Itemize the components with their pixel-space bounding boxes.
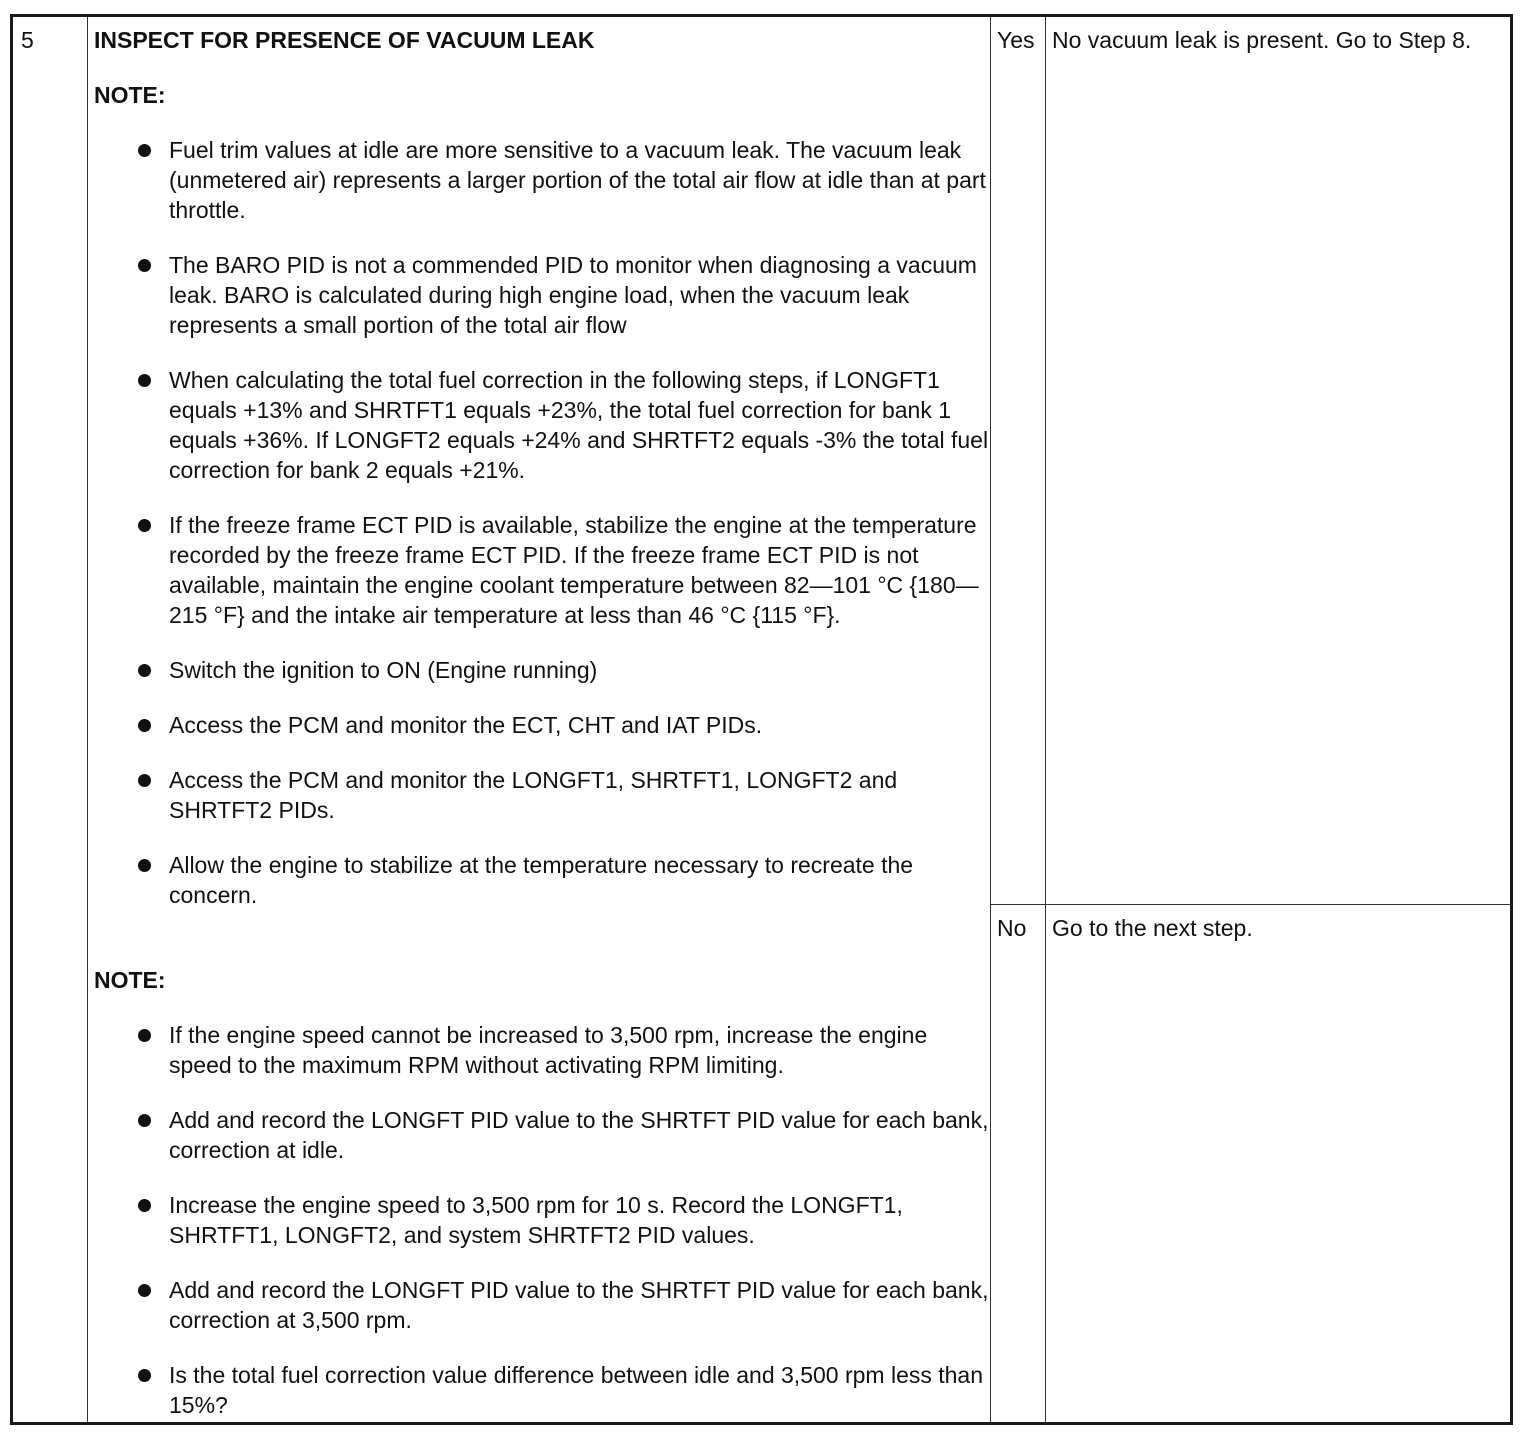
bullet-icon (138, 719, 151, 732)
list-item: Switch the ignition to ON (Engine running) (94, 655, 989, 685)
answer-yes-result: No vacuum leak is present. Go to Step 8. (1052, 27, 1472, 53)
list-item: Is the total fuel correction value difference between idle and 3,500 rpm less than 15%? (94, 1360, 989, 1420)
list-item: When calculating the total fuel correction in the following steps, if LONGFT1 equals +13% and SHRTFT1 equals +23%, the total fuel correction for bank 1 equals +36%. If LONGFT2 equals +24% and SHRTFT2 equals -3% the total fuel correction for bank 2 equals +21%. (94, 365, 989, 485)
answer-yes-label: Yes (997, 27, 1035, 53)
list-item: Add and record the LONGFT PID value to the SHRTFT PID value for each bank, correction at 3,500 rpm. (94, 1275, 989, 1335)
list-item: Increase the engine speed to 3,500 rpm for 10 s. Record the LONGFT1, SHRTFT1, LONGFT2, and system SHRTFT2 PID values. (94, 1190, 989, 1250)
bullet-icon (138, 259, 151, 272)
diagnostic-table (10, 14, 1513, 1425)
note-list-2 (94, 1020, 989, 1445)
answer-no-result: Go to the next step. (1052, 915, 1253, 941)
row-divider (990, 904, 1510, 905)
bullet-icon (138, 1114, 151, 1127)
bullet-icon (138, 1199, 151, 1212)
step-number: 5 (21, 27, 34, 53)
bullet-icon (138, 1284, 151, 1297)
note-label: NOTE: (94, 967, 166, 993)
bullet-icon (138, 1029, 151, 1042)
bullet-icon (138, 859, 151, 872)
list-item: The BARO PID is not a commended PID to monitor when diagnosing a vacuum leak. BARO is calculated during high engine load, when the vacuum leak represents a small portion of the total air flow (94, 250, 989, 340)
answer-no-label: No (997, 915, 1027, 941)
bullet-icon (138, 374, 151, 387)
list-item: Access the PCM and monitor the ECT, CHT and IAT PIDs. (94, 710, 989, 740)
step-title: INSPECT FOR PRESENCE OF VACUUM LEAK (94, 27, 595, 53)
bullet-icon (138, 1369, 151, 1382)
list-item: Add and record the LONGFT PID value to the SHRTFT PID value for each bank, correction at idle. (94, 1105, 989, 1165)
list-item: Access the PCM and monitor the LONGFT1, SHRTFT1, LONGFT2 and SHRTFT2 PIDs. (94, 765, 989, 825)
column-divider (1045, 17, 1046, 1422)
column-divider (87, 17, 88, 1422)
list-item: Fuel trim values at idle are more sensitive to a vacuum leak. The vacuum leak (unmetered air) represents a larger portion of the total air flow at idle than at part throttle. (94, 135, 989, 225)
list-item: If the freeze frame ECT PID is available, stabilize the engine at the temperature recorded by the freeze frame ECT PID. If the freeze frame ECT PID is not available, maintain the engine coolant temperature between 82—101 °C {180—215 °F} and the intake air temperature at less than 46 °C {115 °F}. (94, 510, 989, 630)
column-divider (990, 17, 991, 1422)
note-list-1 (94, 135, 989, 935)
bullet-icon (138, 664, 151, 677)
bullet-icon (138, 519, 151, 532)
list-item: Allow the engine to stabilize at the temperature necessary to recreate the concern. (94, 850, 989, 910)
bullet-icon (138, 144, 151, 157)
note-label: NOTE: (94, 82, 166, 108)
list-item: If the engine speed cannot be increased to 3,500 rpm, increase the engine speed to the maximum RPM without activating RPM limiting. (94, 1020, 989, 1080)
bullet-icon (138, 774, 151, 787)
